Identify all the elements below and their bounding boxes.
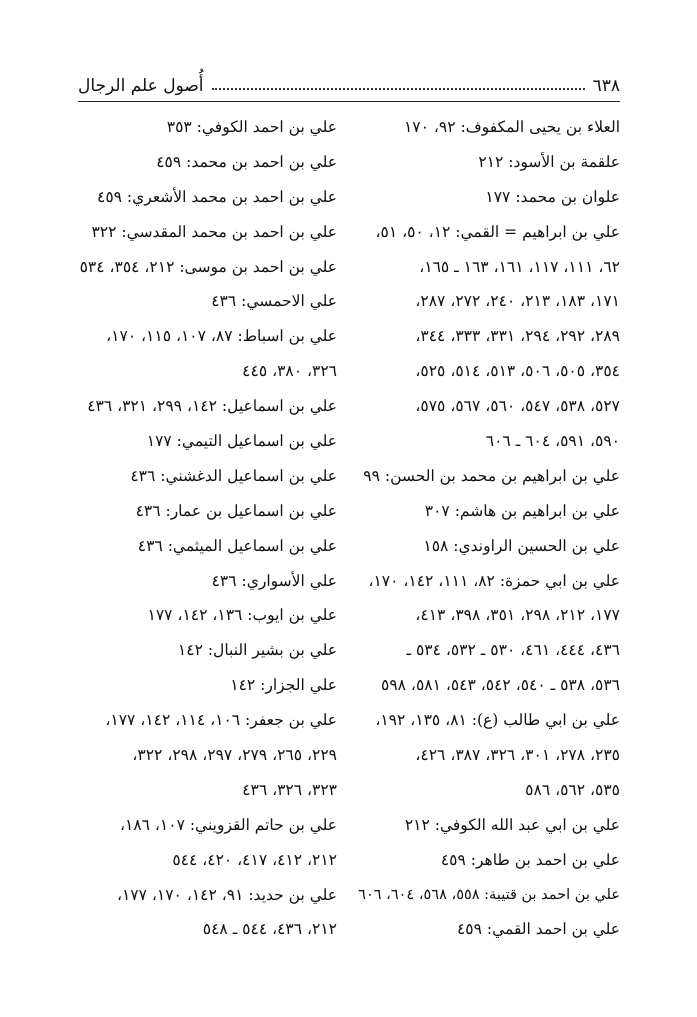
index-line: ٢٨٩، ٢٩٢، ٢٩٤، ٣٣١، ٣٣٣، ٣٤٤، (415, 327, 620, 346)
index-line: ١٧١، ١٨٣، ٢١٣، ٢٤٠، ٢٧٢، ٢٨٧، (415, 292, 620, 311)
index-line: علي بن اسباط: ٨٧، ١٠٧، ١١٥، ١٧٠، (106, 327, 337, 346)
index-line: علي بن احمد بن طاهر: ٤٥٩ (440, 850, 620, 869)
index-line: ٥٣٦، ٥٣٨ ـ ٥٤٠، ٥٤٢، ٥٤٣، ٥٨١، ٥٩٨ (381, 676, 620, 695)
index-line: علي بن ابي عبد الله الكوفي: ٢١٢ (404, 815, 620, 834)
index-line: ٣٢٦، ٣٨٠، ٤٤٥ (242, 362, 337, 381)
leader-dots (212, 87, 585, 90)
index-line: علي بن جعفر: ١٠٦، ١١٤، ١٤٢، ١٧٧، (105, 711, 337, 730)
index-line: علي بن ابراهيم = القمي: ١٢، ٥٠، ٥١، (375, 222, 620, 241)
index-line: علي بن ابي طالب (ع): ٨١، ١٣٥، ١٩٢، (375, 711, 620, 730)
index-line: ٣٥٤، ٥٠٥، ٥٠٦، ٥١٣، ٥١٤، ٥٢٥، (415, 362, 620, 381)
index-line: علي بن احمد بن قتيبة: ٥٥٨، ٥٦٨، ٦٠٤، ٦٠٦ (358, 886, 620, 903)
index-line: ٣٢٣، ٣٢٦، ٤٣٦ (242, 780, 337, 799)
index-line: علي بن ابراهيم بن هاشم: ٣٠٧ (424, 501, 620, 520)
index-line: علي بن احمد الكوفي: ٣٥٣ (166, 118, 337, 136)
index-line: ٢٢٩، ٢٦٥، ٢٧٩، ٢٩٧، ٢٩٨، ٣٢٢، (132, 746, 337, 765)
index-line: علي بن اسماعيل بن عمار: ٤٣٦ (135, 501, 337, 520)
running-header (78, 66, 620, 96)
index-line: علي بن احمد بن محمد الأشعري: ٤٥٩ (97, 187, 337, 206)
index-line: ١٧٧، ٢١٢، ٢٩٨، ٣٥١، ٣٩٨، ٤١٣، (415, 606, 620, 625)
page-number: ٦٣٨ (592, 76, 620, 96)
index-line: علي بن ابي حمزة: ٨٢، ١١١، ١٤٢، ١٧٠، (368, 571, 620, 590)
index-line: علوان بن محمد: ١٧٧ (485, 187, 620, 206)
index-line: ٢٣٥، ٢٧٨، ٣٠١، ٣٢٦، ٣٨٧، ٤٢٦، (415, 746, 620, 765)
index-line: علي بن ابراهيم بن محمد بن الحسن: ٩٩ (363, 466, 620, 485)
index-line: ٥٩٠، ٥٩١، ٦٠٤ ـ ٦٠٦ (485, 432, 620, 451)
index-line: علي الجزار: ١٤٢ (230, 676, 337, 695)
index-line: علي بن اسماعيل الدغشني: ٤٣٦ (130, 466, 337, 485)
index-line: ٢١٢، ٤٣٦، ٥٤٤ ـ ٥٤٨ (202, 920, 337, 939)
running-title: أُصول علم الرجال (78, 76, 204, 96)
index-line: علي بن اسماعيل: ١٤٢، ٢٩٩، ٣٢١، ٤٣٦ (87, 397, 337, 416)
index-line: علي بن حديد: ٩١، ١٤٢، ١٧٠، ١٧٧، (116, 885, 337, 904)
index-line: ٥٣٥، ٥٦٢، ٥٨٦ (525, 780, 620, 799)
index-line: علي بن احمد بن محمد: ٤٥٩ (156, 152, 337, 171)
index-line: علي بن بشير النبال: ١٤٢ (177, 641, 337, 660)
index-column-left (72, 110, 337, 947)
index-line: العلاء بن يحيى المكفوف: ٩٢، ١٧٠ (403, 118, 620, 136)
header-rule (78, 101, 620, 102)
index-line: علي الأسواري: ٤٣٦ (211, 571, 337, 590)
index-line: علي بن الحسين الراوندي: ١٥٨ (423, 536, 620, 555)
index-line: علي بن اسماعيل الميثمي: ٤٣٦ (137, 536, 337, 555)
index-line: ٦٢، ١١١، ١١٧، ١٦١، ١٦٣ ـ ١٦٥، (419, 257, 620, 276)
index-line: علي بن احمد القمي: ٤٥٩ (456, 920, 620, 939)
index-line: علي بن ايوب: ١٣٦، ١٤٢، ١٧٧ (147, 606, 337, 625)
index-line: ٤٣٦، ٤٤٤، ٤٦١، ٥٣٠ ـ ٥٣٢، ٥٣٤ ـ (406, 641, 620, 660)
index-line: علي الاحمسي: ٤٣٦ (211, 292, 337, 311)
index-line: ٢١٢، ٤١٢، ٤١٧، ٤٢٠، ٥٤٤ (172, 850, 337, 869)
index-line: علي بن احمد بن موسى: ٢١٢، ٣٥٤، ٥٣٤ (79, 257, 337, 276)
index-line: علقمة بن الأسود: ٢١٢ (478, 152, 620, 171)
index-line: علي بن حاتم القزويني: ١٠٧، ١٨٦، (119, 815, 337, 834)
index-line: علي بن اسماعيل التيمي: ١٧٧ (146, 432, 337, 451)
index-line: علي بن احمد بن محمد المقدسي: ٣٢٢ (91, 222, 337, 241)
index-column-right (355, 110, 620, 947)
index-line: ٥٢٧، ٥٣٨، ٥٤٧، ٥٦٠، ٥٦٧، ٥٧٥، (415, 397, 620, 416)
